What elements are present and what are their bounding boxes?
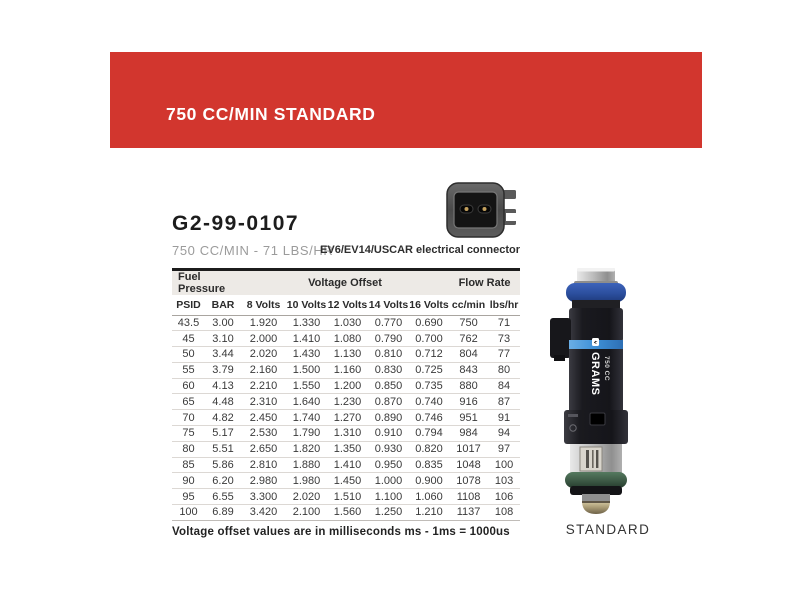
- table-cell: 2.530: [241, 426, 286, 442]
- table-cell: 0.746: [409, 410, 449, 426]
- table-cell: 1.200: [327, 378, 368, 394]
- table-cell: 0.810: [368, 347, 409, 363]
- table-cell: 3.300: [241, 489, 286, 505]
- flow-data-table: [172, 268, 520, 521]
- connector-caption: EV6/EV14/USCAR electrical connector: [320, 244, 520, 256]
- column-header: cc/min: [449, 295, 488, 315]
- table-row: [172, 426, 520, 442]
- column-header: 16 Volts: [409, 295, 449, 315]
- table-cell: 0.790: [368, 331, 409, 347]
- table-row: [172, 378, 520, 394]
- table-cell: 0.712: [409, 347, 449, 363]
- table-cell: 804: [449, 347, 488, 363]
- table-cell: 70: [172, 410, 205, 426]
- column-header: 10 Volts: [286, 295, 327, 315]
- injector-green-oring: [565, 472, 627, 488]
- table-row: [172, 394, 520, 410]
- table-cell: 1.560: [327, 505, 368, 521]
- table-body: [172, 315, 520, 520]
- table-cell: 1.210: [409, 505, 449, 521]
- table-cell: 94: [488, 426, 520, 442]
- injector-brand-text: GRAMS: [589, 352, 601, 396]
- table-cell: 2.980: [241, 473, 286, 489]
- column-header: BAR: [205, 295, 241, 315]
- table-cell: 3.420: [241, 505, 286, 521]
- table-cell: 1.740: [286, 410, 327, 426]
- table-cell: 84: [488, 378, 520, 394]
- table-cell: 1.230: [327, 394, 368, 410]
- table-cell: 0.910: [368, 426, 409, 442]
- table-cell: 880: [449, 378, 488, 394]
- table-cell: 1078: [449, 473, 488, 489]
- table-cell: 1.130: [327, 347, 368, 363]
- table-cell: 1.330: [286, 315, 327, 331]
- table-cell: 2.020: [286, 489, 327, 505]
- column-header: PSID: [172, 295, 205, 315]
- table-cell: 3.79: [205, 362, 241, 378]
- product-variant-label: STANDARD: [565, 522, 651, 537]
- table-cell: 55: [172, 362, 205, 378]
- table-cell: 1.820: [286, 441, 327, 457]
- table-row: [172, 347, 520, 363]
- table-cell: 0.740: [409, 394, 449, 410]
- table-cell: 5.86: [205, 457, 241, 473]
- table-cell: 2.450: [241, 410, 286, 426]
- table-cell: 1.500: [286, 362, 327, 378]
- table-cell: 984: [449, 426, 488, 442]
- table-cell: 77: [488, 347, 520, 363]
- table-cell: 0.770: [368, 315, 409, 331]
- table-cell: 80: [488, 362, 520, 378]
- table-cell: 71: [488, 315, 520, 331]
- table-cell: 100: [488, 457, 520, 473]
- table-row: [172, 410, 520, 426]
- table-cell: 2.650: [241, 441, 286, 457]
- injector-size-text: 750 CC: [603, 356, 610, 382]
- table-row: [172, 315, 520, 331]
- table-cell: 0.700: [409, 331, 449, 347]
- table-cell: 3.44: [205, 347, 241, 363]
- table-cell: 50: [172, 347, 205, 363]
- table-cell: 1137: [449, 505, 488, 521]
- table-cell: 90: [172, 473, 205, 489]
- header-band: [110, 52, 702, 148]
- table-cell: 2.210: [241, 378, 286, 394]
- table-cell: 60: [172, 378, 205, 394]
- table-cell: 750: [449, 315, 488, 331]
- table-cell: 65: [172, 394, 205, 410]
- table-cell: 2.100: [286, 505, 327, 521]
- table-cell: 1.510: [327, 489, 368, 505]
- table-cell: 100: [172, 505, 205, 521]
- table-cell: 0.850: [368, 378, 409, 394]
- table-cell: 0.794: [409, 426, 449, 442]
- injector-blue-cap: [566, 283, 626, 302]
- table-cell: 108: [488, 505, 520, 521]
- group-header-voltage-offset: Voltage Offset: [308, 277, 382, 289]
- table-cell: 4.82: [205, 410, 241, 426]
- table-cell: 843: [449, 362, 488, 378]
- table-cell: 0.950: [368, 457, 409, 473]
- table-cell: 2.310: [241, 394, 286, 410]
- page-title: 750 CC/MIN STANDARD: [166, 104, 376, 124]
- table-cell: 4.13: [205, 378, 241, 394]
- table-cell: 1.030: [327, 315, 368, 331]
- table-row: [172, 331, 520, 347]
- table-cell: 45: [172, 331, 205, 347]
- table-cell: 762: [449, 331, 488, 347]
- table-row: [172, 457, 520, 473]
- table-cell: 1.080: [327, 331, 368, 347]
- table-cell: 97: [488, 441, 520, 457]
- column-header: lbs/hr: [488, 295, 520, 315]
- table-cell: 87: [488, 394, 520, 410]
- table-cell: 1.310: [327, 426, 368, 442]
- table-cell: 1.640: [286, 394, 327, 410]
- table-row: [172, 473, 520, 489]
- table-cell: 1.410: [286, 331, 327, 347]
- table-cell: 0.725: [409, 362, 449, 378]
- column-header: 14 Volts: [368, 295, 409, 315]
- table-cell: 1.410: [327, 457, 368, 473]
- table-cell: 0.870: [368, 394, 409, 410]
- column-header: 8 Volts: [241, 295, 286, 315]
- table-cell: 2.160: [241, 362, 286, 378]
- part-subtitle: 750 CC/MIN - 71 LBS/HR: [172, 243, 334, 258]
- table-cell: 2.810: [241, 457, 286, 473]
- injector-product-image: [543, 256, 673, 520]
- table-cell: 1048: [449, 457, 488, 473]
- table-cell: 1.980: [286, 473, 327, 489]
- table-cell: 3.10: [205, 331, 241, 347]
- table-cell: 0.830: [368, 362, 409, 378]
- table-cell: 0.690: [409, 315, 449, 331]
- table-cell: 1017: [449, 441, 488, 457]
- table-cell: 91: [488, 410, 520, 426]
- column-header-row: [172, 295, 520, 315]
- table-cell: 43.5: [172, 315, 205, 331]
- table-cell: 1.160: [327, 362, 368, 378]
- table-cell: 3.00: [205, 315, 241, 331]
- table-row: [172, 362, 520, 378]
- table-cell: 1.450: [327, 473, 368, 489]
- table-cell: 1.250: [368, 505, 409, 521]
- table-cell: 1.350: [327, 441, 368, 457]
- table-cell: 1.790: [286, 426, 327, 442]
- table-row: [172, 489, 520, 505]
- footnote: Voltage offset values are in milliseconds ms - 1ms = 1000us: [172, 526, 510, 538]
- table-cell: 1.920: [241, 315, 286, 331]
- table-group-header-row: [172, 270, 520, 296]
- column-header: 12 Volts: [327, 295, 368, 315]
- table-cell: 0.890: [368, 410, 409, 426]
- table-cell: 1.270: [327, 410, 368, 426]
- table-cell: 6.89: [205, 505, 241, 521]
- table-cell: 1.100: [368, 489, 409, 505]
- table-cell: 95: [172, 489, 205, 505]
- table-cell: 106: [488, 489, 520, 505]
- table-cell: 2.000: [241, 331, 286, 347]
- table-cell: 0.900: [409, 473, 449, 489]
- table-cell: 1.550: [286, 378, 327, 394]
- table-cell: 951: [449, 410, 488, 426]
- group-header-fuel-pressure: Fuel Pressure: [178, 271, 226, 295]
- table-cell: 4.48: [205, 394, 241, 410]
- injector-connector-tab: [550, 318, 571, 358]
- electrical-connector-icon: [446, 182, 520, 240]
- table-cell: 0.835: [409, 457, 449, 473]
- table-cell: 1108: [449, 489, 488, 505]
- table-cell: 0.820: [409, 441, 449, 457]
- table-cell: 5.17: [205, 426, 241, 442]
- part-number: G2-99-0107: [172, 212, 300, 235]
- table-cell: 6.20: [205, 473, 241, 489]
- table-cell: 80: [172, 441, 205, 457]
- table-cell: 1.430: [286, 347, 327, 363]
- table-cell: 85: [172, 457, 205, 473]
- table-row: [172, 505, 520, 521]
- table-cell: 916: [449, 394, 488, 410]
- table-row: [172, 441, 520, 457]
- table-cell: 2.020: [241, 347, 286, 363]
- table-cell: 1.060: [409, 489, 449, 505]
- table-cell: 0.930: [368, 441, 409, 457]
- table-cell: 0.735: [409, 378, 449, 394]
- group-header-flow-rate: Flow Rate: [458, 277, 511, 289]
- table-cell: 1.000: [368, 473, 409, 489]
- table-cell: 73: [488, 331, 520, 347]
- table-cell: 5.51: [205, 441, 241, 457]
- table-cell: 1.880: [286, 457, 327, 473]
- table-cell: 103: [488, 473, 520, 489]
- table-cell: 6.55: [205, 489, 241, 505]
- table-cell: 75: [172, 426, 205, 442]
